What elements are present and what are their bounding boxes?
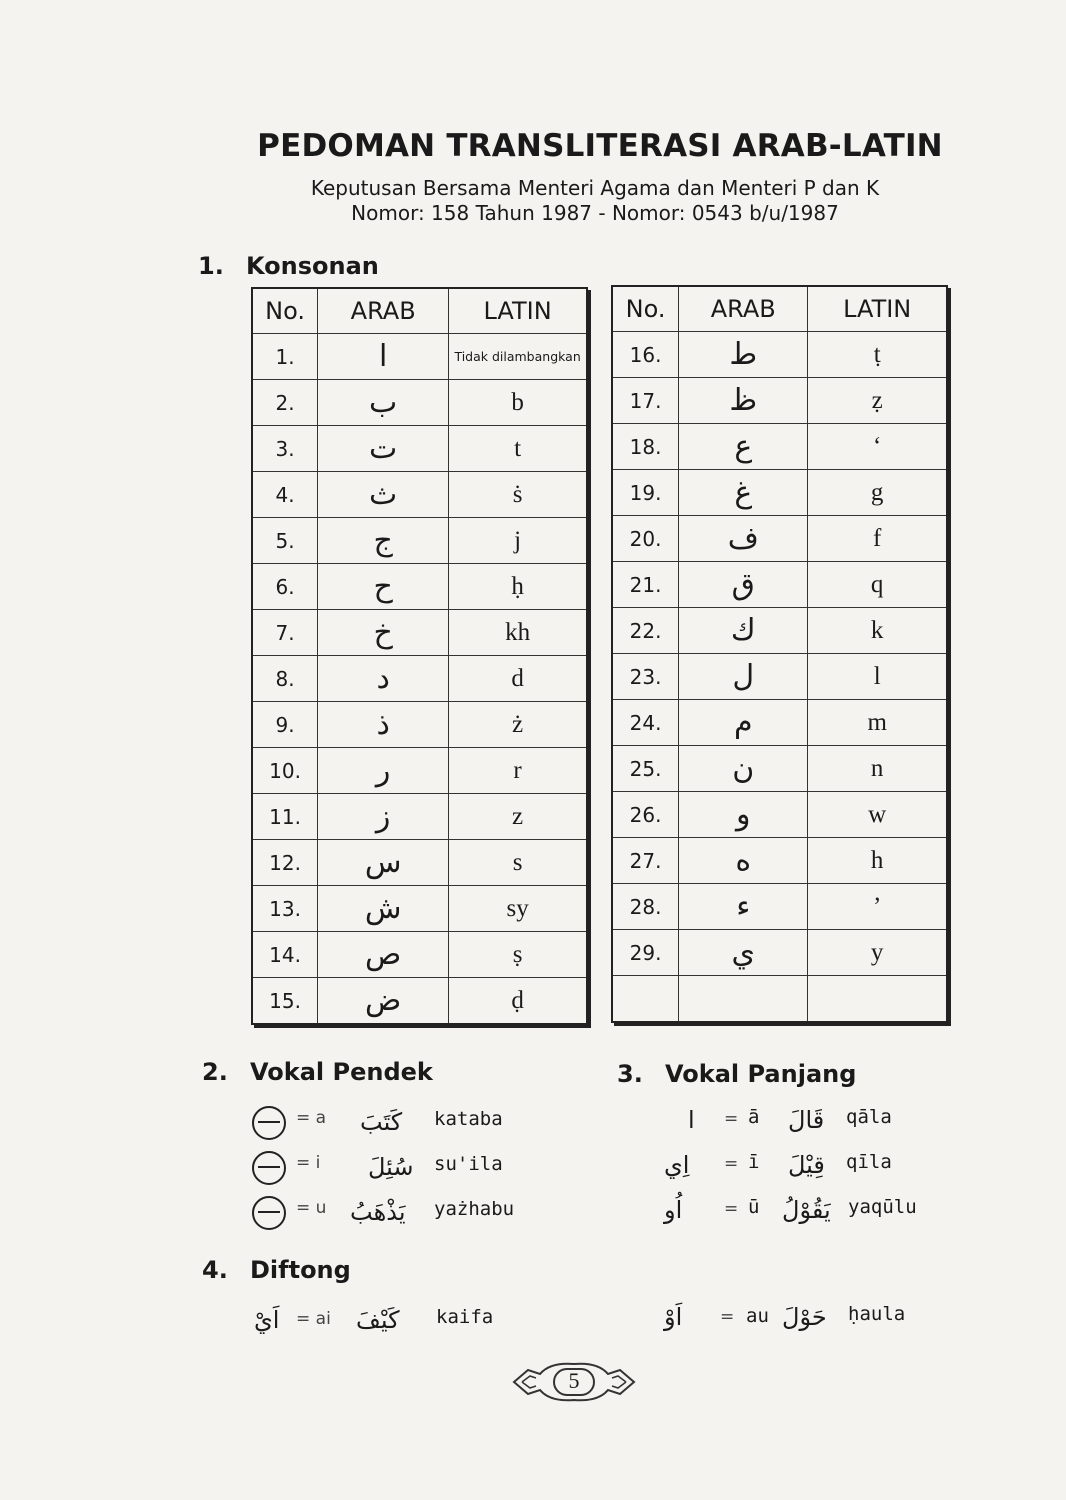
equals: = ai [296, 1309, 331, 1329]
consonant-number: 13. [252, 886, 318, 932]
consonant-number: 7. [252, 610, 318, 656]
vowel-value: ā [748, 1106, 760, 1128]
arabic-word: سُئِلَ [368, 1153, 414, 1181]
arabic-letter: ك [679, 608, 808, 654]
harakat-fathah-icon [252, 1106, 286, 1140]
diftong-row [252, 1306, 572, 1338]
arabic-word: يَذْهَبُ [350, 1198, 406, 1226]
arabic-letter: ز [318, 794, 449, 840]
page-number: 5 [568, 1368, 580, 1393]
consonant-number [612, 976, 679, 1023]
latin-transliteration: z [449, 794, 587, 840]
table-row [612, 884, 947, 930]
consonant-number: 29. [612, 930, 679, 976]
consonant-number: 26. [612, 792, 679, 838]
table-row [612, 378, 947, 424]
latin-transliteration: w [808, 792, 947, 838]
vowel-value: = u [296, 1198, 327, 1218]
equals: = [724, 1199, 739, 1219]
header-latin: LATIN [449, 288, 587, 334]
table-row [252, 518, 587, 564]
latin-transliteration: ṭ [808, 332, 947, 378]
latin-word: ḥaula [848, 1303, 906, 1325]
arabic-word: كَتَبَ [360, 1108, 403, 1136]
consonant-number: 11. [252, 794, 318, 840]
equals: = [720, 1307, 735, 1327]
consonant-number: 8. [252, 656, 318, 702]
table-row [612, 976, 947, 1023]
arabic-letter: ذ [318, 702, 449, 748]
consonant-number: 18. [612, 424, 679, 470]
subtitle-line-2: Nomor: 158 Tahun 1987 - Nomor: 0543 b/u/1987 [351, 201, 839, 225]
vokal-panjang-row [650, 1196, 930, 1226]
consonant-number: 2. [252, 380, 318, 426]
consonant-number: 24. [612, 700, 679, 746]
arabic-letter: اُو [664, 1196, 683, 1224]
table-header-row [252, 288, 587, 334]
arabic-letter: س [318, 840, 449, 886]
latin-transliteration [808, 976, 947, 1023]
table-row [612, 470, 947, 516]
arabic-word: قِيْلَ [788, 1151, 825, 1179]
section-number: 2. [202, 1058, 228, 1086]
table-row [612, 792, 947, 838]
arabic-letter: ص [318, 932, 449, 978]
latin-transliteration: kh [449, 610, 587, 656]
arabic-letter: اَوْ [664, 1303, 683, 1331]
arabic-letter: ح [318, 564, 449, 610]
page-subtitle [0, 176, 1066, 226]
consonant-number: 23. [612, 654, 679, 700]
consonant-number: 20. [612, 516, 679, 562]
arabic-letter: ل [679, 654, 808, 700]
latin-transliteration: j [449, 518, 587, 564]
vokal-pendek-row [252, 1108, 582, 1138]
latin-transliteration: s [449, 840, 587, 886]
latin-transliteration: k [808, 608, 947, 654]
arabic-letter: ف [679, 516, 808, 562]
consonant-number: 4. [252, 472, 318, 518]
table-row [252, 334, 587, 380]
latin-word: su'ila [434, 1153, 503, 1175]
table-row [612, 424, 947, 470]
table-row [612, 516, 947, 562]
consonant-number: 14. [252, 932, 318, 978]
header-arab: ARAB [318, 288, 449, 334]
vowel-value: = i [296, 1153, 321, 1173]
arabic-letter: ا [318, 334, 449, 380]
latin-transliteration: y [808, 930, 947, 976]
table-row [252, 840, 587, 886]
arabic-letter: د [318, 656, 449, 702]
consonant-number: 19. [612, 470, 679, 516]
latin-transliteration: b [449, 380, 587, 426]
section-number: 1. [198, 252, 224, 280]
consonant-number: 21. [612, 562, 679, 608]
header-no: No. [252, 288, 318, 334]
arabic-word: حَوْلَ [782, 1303, 827, 1331]
arabic-letter: و [679, 792, 808, 838]
table-row [612, 838, 947, 884]
table-row [252, 748, 587, 794]
header-latin: LATIN [808, 286, 947, 332]
arabic-letter: غ [679, 470, 808, 516]
consonant-number: 1. [252, 334, 318, 380]
consonant-number: 17. [612, 378, 679, 424]
vowel-value: = a [296, 1108, 327, 1128]
arabic-letter: ق [679, 562, 808, 608]
table-row [252, 794, 587, 840]
section-diftong-heading [202, 1256, 351, 1284]
consonant-number: 3. [252, 426, 318, 472]
latin-word: yażhabu [434, 1198, 515, 1220]
arabic-letter: ظ [679, 378, 808, 424]
consonant-number: 25. [612, 746, 679, 792]
arabic-letter: اِي [664, 1151, 690, 1179]
table-row [252, 426, 587, 472]
consonant-number: 15. [252, 978, 318, 1025]
consonant-table-right [611, 285, 948, 1023]
table-row [612, 562, 947, 608]
table-row [612, 700, 947, 746]
arabic-letter: م [679, 700, 808, 746]
page-number-ornament [510, 1356, 638, 1408]
latin-word: kaifa [436, 1306, 494, 1328]
header-arab: ARAB [679, 286, 808, 332]
consonant-number: 28. [612, 884, 679, 930]
section-number: 3. [617, 1060, 643, 1088]
arabic-letter: ي [679, 930, 808, 976]
vokal-panjang-row [650, 1106, 930, 1136]
latin-transliteration: ṣ [449, 932, 587, 978]
latin-transliteration: h [808, 838, 947, 884]
arabic-letter: اَيْ [254, 1306, 280, 1334]
table-row [252, 932, 587, 978]
section-title: Konsonan [246, 252, 379, 280]
latin-transliteration: Tidak dilambangkan [449, 334, 587, 380]
arabic-letter: ض [318, 978, 449, 1025]
consonant-number: 22. [612, 608, 679, 654]
arabic-letter: ر [318, 748, 449, 794]
vowel-value: ū [748, 1196, 760, 1218]
latin-transliteration: l [808, 654, 947, 700]
table-row [612, 654, 947, 700]
arabic-letter: ط [679, 332, 808, 378]
latin-transliteration: n [808, 746, 947, 792]
section-title: Diftong [250, 1256, 351, 1284]
latin-transliteration: ’ [808, 884, 947, 930]
section-title: Vokal Panjang [665, 1060, 857, 1088]
arabic-letter: ث [318, 472, 449, 518]
arabic-letter: ا [688, 1106, 695, 1134]
vokal-pendek-row [252, 1198, 582, 1228]
latin-transliteration: d [449, 656, 587, 702]
latin-word: yaqūlu [848, 1196, 917, 1218]
table-row [252, 472, 587, 518]
diftong-row [650, 1303, 930, 1335]
arabic-letter: ب [318, 380, 449, 426]
table-row [252, 656, 587, 702]
consonant-number: 12. [252, 840, 318, 886]
arabic-letter: ت [318, 426, 449, 472]
latin-transliteration: f [808, 516, 947, 562]
vokal-pendek-row [252, 1153, 582, 1183]
equals: = [724, 1154, 739, 1174]
consonant-number: 27. [612, 838, 679, 884]
section-konsonan-heading [198, 252, 379, 280]
table-row [612, 930, 947, 976]
arabic-letter: ج [318, 518, 449, 564]
section-number: 4. [202, 1256, 228, 1284]
arabic-word: كَيْفَ [356, 1306, 400, 1334]
arabic-word: يَقُوْلُ [782, 1196, 831, 1224]
table-row [252, 702, 587, 748]
table-row [612, 608, 947, 654]
latin-word: qīla [846, 1151, 892, 1173]
latin-transliteration: m [808, 700, 947, 746]
table-row [612, 746, 947, 792]
vokal-panjang-row [650, 1151, 930, 1181]
consonant-number: 5. [252, 518, 318, 564]
arabic-word: قَالَ [788, 1106, 825, 1134]
table-row [252, 564, 587, 610]
latin-transliteration: ż [449, 702, 587, 748]
arabic-letter: ن [679, 746, 808, 792]
latin-transliteration: t [449, 426, 587, 472]
latin-transliteration: ḥ [449, 564, 587, 610]
latin-word: kataba [434, 1108, 503, 1130]
latin-word: qāla [846, 1106, 892, 1128]
latin-transliteration: ṡ [449, 472, 587, 518]
latin-transliteration: ẓ [808, 378, 947, 424]
arabic-letter: ع [679, 424, 808, 470]
latin-transliteration: g [808, 470, 947, 516]
latin-transliteration: ḍ [449, 978, 587, 1025]
table-row [252, 886, 587, 932]
table-row [252, 610, 587, 656]
latin-transliteration: sy [449, 886, 587, 932]
harakat-dammah-icon [252, 1196, 286, 1230]
section-title: Vokal Pendek [250, 1058, 433, 1086]
latin-transliteration: r [449, 748, 587, 794]
equals: = [724, 1109, 739, 1129]
consonant-number: 16. [612, 332, 679, 378]
vowel-value: ī [748, 1151, 760, 1173]
arabic-letter: ء [679, 884, 808, 930]
section-vokal-pendek-heading [202, 1058, 433, 1086]
table-row [252, 978, 587, 1025]
table-row [252, 380, 587, 426]
harakat-kasrah-icon [252, 1151, 286, 1185]
table-row [612, 332, 947, 378]
table-header-row [612, 286, 947, 332]
consonant-table-left [251, 287, 588, 1025]
page-title: PEDOMAN TRANSLITERASI ARAB-LATIN [257, 128, 943, 164]
latin-transliteration: q [808, 562, 947, 608]
arabic-letter: ه [679, 838, 808, 884]
diftong-value: au [746, 1305, 769, 1327]
arabic-letter: ش [318, 886, 449, 932]
arabic-letter: خ [318, 610, 449, 656]
subtitle-line-1: Keputusan Bersama Menteri Agama dan Menteri P dan K [310, 176, 880, 200]
consonant-number: 9. [252, 702, 318, 748]
section-vokal-panjang-heading [617, 1060, 856, 1088]
header-no: No. [612, 286, 679, 332]
consonant-number: 6. [252, 564, 318, 610]
consonant-number: 10. [252, 748, 318, 794]
latin-transliteration: ‘ [808, 424, 947, 470]
arabic-letter [679, 976, 808, 1023]
